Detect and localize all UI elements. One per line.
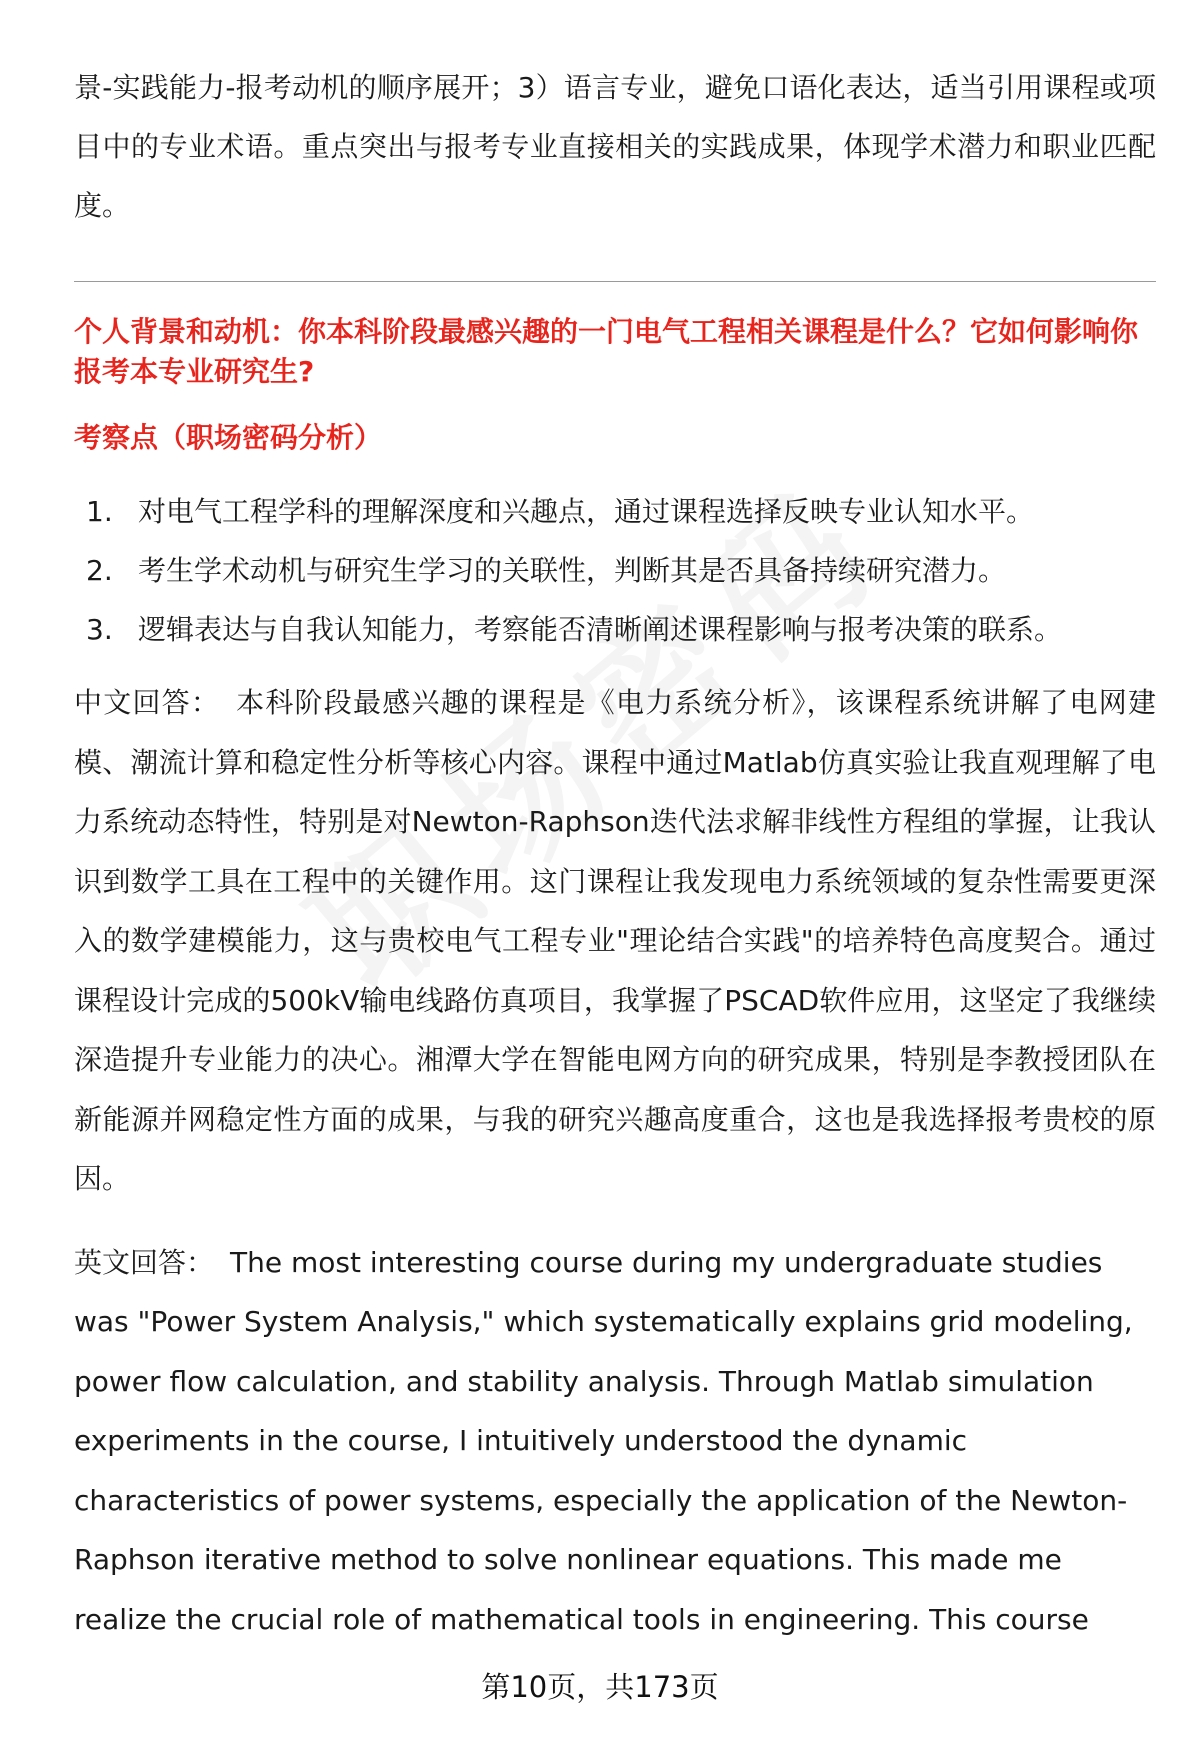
list-item <box>74 600 1156 659</box>
answer-english <box>74 1233 1156 1650</box>
intro-paragraph: 景-实践能力-报考动机的顺序展开；3）语言专业，避免口语化表达，适当引用课程或项目中的专业术语。重点突出与报考专业直接相关的实践成果，体现学术潜力和职业匹配度。 <box>74 71 1156 222</box>
answer-english-line: power flow calculation, and stability analysis. Through Matlab simulation <box>74 1364 1094 1398</box>
answer-english-line: Raphson iterative method to solve nonlinear equations. This made me <box>74 1543 1062 1576</box>
section-divider <box>74 281 1156 282</box>
answer-english-line <box>74 1233 1156 1293</box>
answer-chinese-text: 本科阶段最感兴趣的课程是《电力系统分析》，该课程系统讲解了电网建模、潮流计算和稳定性分析等核心内容。课程中通过Matlab仿真实验让我直观理解了电力系统动态特性，特别是对Newton-Raphson迭代法求解非线性方程组的掌握，让我认识到数学工具在工程中的关键作用。这门课程让我发现电力系统领域的复杂性需要更深入的数学建模能力，这与贵校电气工程专业"理论结合实践"的培养特色高度契合。通过课程设计完成的500kV输电线路仿真项目，我掌握了PSCAD软件应用，这坚定了我继续深造提升专业能力的决心。湘潭大学在智能电网方向的研究成果，特别是李教授团队在新能源并网稳定性方面的成果，与我的研究兴趣高度重合，这也是我选择报考贵校的原因。 <box>74 686 1156 1195</box>
answer-english-line: experiments in the course, I intuitively understood the dynamic <box>74 1424 968 1457</box>
page-number: 第10页，共173页 <box>481 1670 719 1704</box>
list-number: 1. <box>86 495 113 528</box>
list-text: 考生学术动机与研究生学习的关联性，判断其是否具备持续研究潜力。 <box>138 554 1007 587</box>
list-item <box>74 541 1156 600</box>
answer-chinese <box>74 673 1156 1209</box>
document-page <box>74 58 1156 1649</box>
focus-title: 考察点（职场密码分析） <box>74 421 383 454</box>
list-number: 3. <box>86 613 113 646</box>
answer-chinese-label: 中文回答： <box>74 686 221 719</box>
answer-english-line: was "Power System Analysis," which systematically explains grid modeling, <box>74 1305 1133 1338</box>
list-text: 对电气工程学科的理解深度和兴趣点，通过课程选择反映专业认知水平。 <box>138 495 1035 528</box>
question-title: 个人背景和动机：你本科阶段最感兴趣的一门电气工程相关课程是什么？它如何影响你报考本专业研究生? <box>74 315 1139 388</box>
list-item <box>74 482 1156 541</box>
answer-english-line: realize the crucial role of mathematical tools in engineering. This course <box>74 1602 1089 1636</box>
list-text: 逻辑表达与自我认知能力，考察能否清晰阐述课程影响与报考决策的联系。 <box>138 613 1063 646</box>
focus-list <box>74 482 1156 659</box>
answer-english-label: 英文回答： <box>74 1245 215 1279</box>
list-number: 2. <box>86 554 113 587</box>
answer-english-line: characteristics of power systems, especially the application of the Newton- <box>74 1483 1128 1517</box>
answer-english-text: The most interesting course during my undergraduate studies <box>230 1245 1103 1279</box>
